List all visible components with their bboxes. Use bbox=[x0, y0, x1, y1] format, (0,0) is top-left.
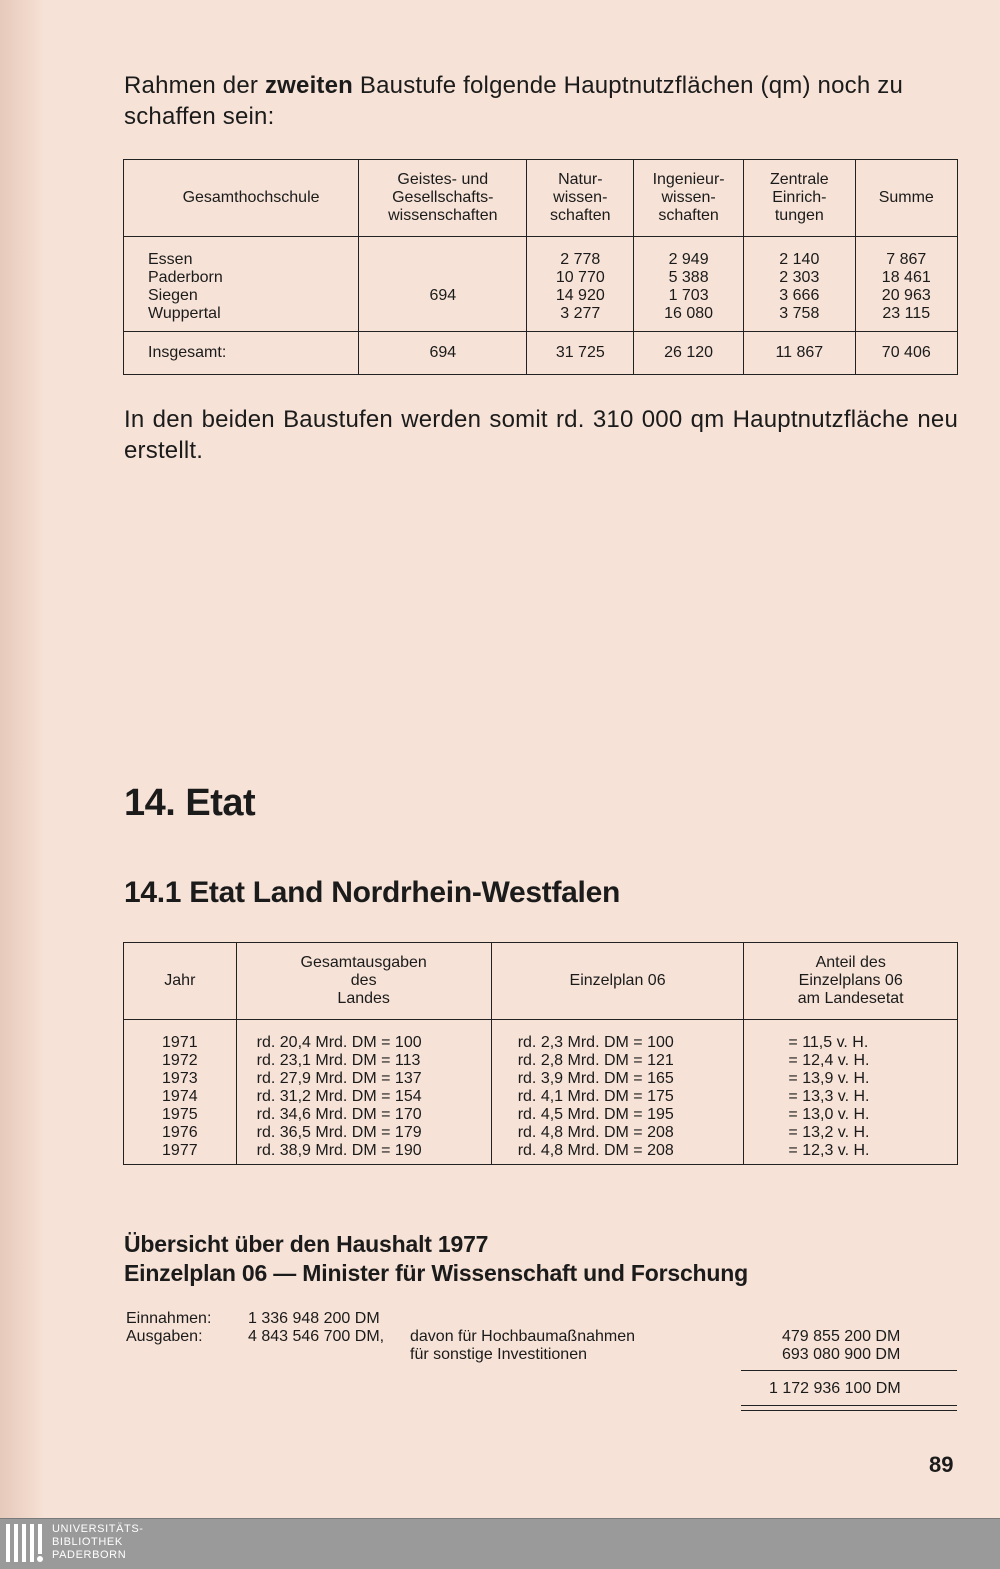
table-row: 1972 rd. 23,1 Mrd. DM = 113 rd. 2,8 Mrd. DM = 121 = 12,4 v. H. bbox=[124, 1052, 958, 1070]
header-summe: Summe bbox=[855, 160, 957, 237]
intro-post: Baustufe folgende Hauptnutzflächen (qm) noch zu schaffen sein: bbox=[124, 72, 903, 130]
einnahmen-label: Einnahmen: bbox=[126, 1310, 212, 1327]
book-binding-shadow bbox=[0, 0, 44, 1518]
header-natur: Natur- wissen- schaften bbox=[527, 160, 634, 237]
header-ingenieur: Ingenieur- wissen- schaften bbox=[634, 160, 744, 237]
hochbau-value: 479 855 200 DM bbox=[782, 1328, 901, 1345]
header-jahr: Jahr bbox=[124, 943, 237, 1020]
investment-total-value: 1 172 936 100 DM bbox=[769, 1380, 901, 1397]
table-row: 1971 rd. 20,4 Mrd. DM = 100 rd. 2,3 Mrd. DM = 100 = 11,5 v. H. bbox=[124, 1020, 958, 1053]
overview-title-1: Übersicht über den Haushalt 1977 bbox=[124, 1231, 489, 1257]
table-row: 1975 rd. 34,6 Mrd. DM = 170 rd. 4,5 Mrd. DM = 195 = 13,0 v. H. bbox=[124, 1106, 958, 1124]
floor-area-table-header bbox=[124, 160, 958, 237]
ausgaben-label: Ausgaben: bbox=[126, 1328, 203, 1345]
budget-table-header bbox=[124, 943, 958, 1020]
table-row: 1977 rd. 38,9 Mrd. DM = 190 rd. 4,8 Mrd. DM = 208 = 12,3 v. H. bbox=[124, 1142, 958, 1165]
section-heading-14-1: 14.1 Etat Land Nordrhein-Westfalen bbox=[124, 876, 621, 909]
library-logo-icon bbox=[6, 1522, 46, 1564]
overview-title-2: Einzelplan 06 — Minister für Wissenschaft und Forschung bbox=[124, 1260, 748, 1286]
table-row: 1976 rd. 36,5 Mrd. DM = 179 rd. 4,8 Mrd. DM = 208 = 13,2 v. H. bbox=[124, 1124, 958, 1142]
sum-rule bbox=[741, 1370, 957, 1371]
header-geistes: Geistes- und Gesellschafts- wissenschaften bbox=[359, 160, 527, 237]
sonstige-label: für sonstige Investitionen bbox=[410, 1346, 587, 1363]
intro-bold: zweiten bbox=[264, 72, 354, 99]
overview-heading bbox=[124, 1230, 748, 1288]
sonstige-value: 693 080 900 DM bbox=[782, 1346, 901, 1363]
einnahmen-value: 1 336 948 200 DM bbox=[248, 1310, 380, 1327]
table-row: Paderborn 10 770 5 388 2 303 18 461 bbox=[124, 269, 958, 287]
table-row: 1973 rd. 27,9 Mrd. DM = 137 rd. 3,9 Mrd. DM = 165 = 13,9 v. H. bbox=[124, 1070, 958, 1088]
summary-paragraph: In den beiden Baustufen werden somit rd. 310 000 qm Hauptnutzfläche neu erstellt. bbox=[124, 406, 958, 464]
ausgaben-value: 4 843 546 700 DM, bbox=[248, 1328, 385, 1345]
header-gesamthochschule: Gesamthochschule bbox=[124, 160, 359, 237]
floor-area-table bbox=[123, 159, 958, 375]
table-row: 1974 rd. 31,2 Mrd. DM = 154 rd. 4,1 Mrd. DM = 175 = 13,3 v. H. bbox=[124, 1088, 958, 1106]
double-rule-bottom bbox=[741, 1410, 957, 1411]
budget-table bbox=[123, 942, 958, 1165]
library-logo-text: UNIVERSITÄTS- BIBLIOTHEK PADERBORN bbox=[52, 1523, 144, 1561]
intro-pre: Rahmen der bbox=[124, 72, 265, 99]
hochbau-label: davon für Hochbaumaßnahmen bbox=[410, 1328, 636, 1345]
table-row: Siegen 694 14 920 1 703 3 666 20 963 bbox=[124, 287, 958, 305]
header-gesamtausgaben: Gesamtausgaben des Landes bbox=[236, 943, 491, 1020]
table-total-row: Insgesamt: 694 31 725 26 120 11 867 70 406 bbox=[124, 332, 958, 375]
page-number: 89 bbox=[929, 1452, 954, 1477]
double-rule-top bbox=[741, 1405, 957, 1406]
table-row: Wuppertal 3 277 16 080 3 758 23 115 bbox=[124, 305, 958, 332]
header-anteil: Anteil des Einzelplans 06 am Landesetat bbox=[744, 943, 958, 1020]
library-footer bbox=[0, 1518, 1000, 1569]
intro-text bbox=[124, 70, 958, 132]
header-einzelplan: Einzelplan 06 bbox=[491, 943, 744, 1020]
section-heading-14: 14. Etat bbox=[124, 782, 256, 824]
footer-divider bbox=[0, 1518, 1000, 1519]
header-zentrale: Zentrale Einrich- tungen bbox=[744, 160, 855, 237]
table-row: Essen 2 778 2 949 2 140 7 867 bbox=[124, 237, 958, 270]
